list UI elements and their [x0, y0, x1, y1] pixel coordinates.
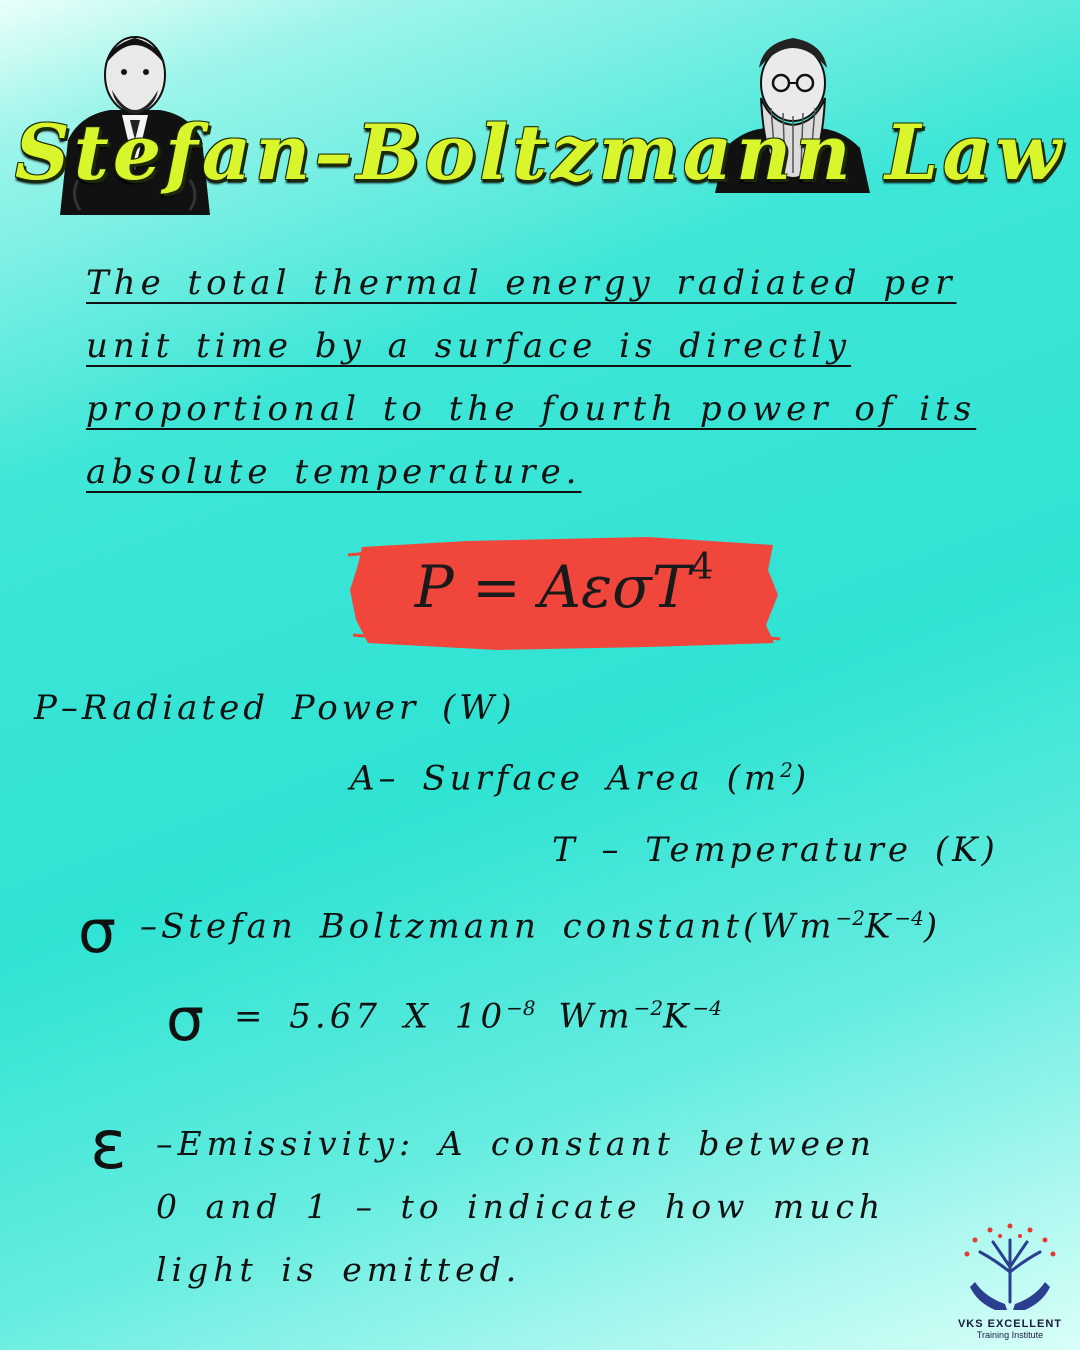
- stefan-boltzmann-formula: [348, 546, 780, 621]
- formula-exponent: 4: [690, 546, 714, 588]
- sigma-value-c: K: [663, 996, 693, 1037]
- var-sigma: [140, 906, 941, 946]
- sigma-desc-b: K: [864, 906, 895, 947]
- formula-main: P = AεσT: [414, 553, 691, 621]
- sigma-value-symbol: σ: [166, 985, 205, 1055]
- var-temperature: T – Temperature (K): [552, 830, 999, 870]
- sigma-symbol: σ: [78, 897, 117, 967]
- sigma-desc-a: –Stefan Boltzmann constant(Wm: [140, 906, 836, 947]
- sigma-value-exp2: −2: [633, 996, 664, 1020]
- sigma-desc-exp2: −4: [894, 906, 924, 930]
- formula-box: [348, 535, 780, 650]
- sigma-value: [234, 996, 722, 1036]
- var-area-close: ): [792, 758, 811, 799]
- institute-logo: [955, 1222, 1065, 1347]
- var-power: P–Radiated Power (W): [34, 688, 516, 728]
- page-title: Stefan–Boltzmann Law: [14, 108, 1066, 197]
- sigma-desc-end: ): [923, 906, 942, 947]
- epsilon-symbol: ε: [90, 1106, 127, 1185]
- var-area-text: A– Surface Area (m: [350, 758, 781, 799]
- var-emissivity: –Emissivity: A constant between 0 and 1 – to indicate how much light is emitted.: [156, 1124, 886, 1289]
- logo-name: VKS EXCELLENT: [957, 1318, 1063, 1330]
- var-area: [350, 758, 810, 798]
- law-definition: The total thermal energy radiated per unit time by a surface is directly proportional to the fourth power of its absolute temperature.: [86, 263, 977, 492]
- sigma-value-a: = 5.67 X 10: [234, 996, 507, 1037]
- sigma-value-exp: −8: [506, 996, 536, 1020]
- sigma-value-b: Wm: [535, 996, 634, 1037]
- tree-hands-icon: [955, 1222, 1065, 1312]
- var-area-exponent: 2: [780, 758, 793, 782]
- sigma-value-exp3: −4: [692, 996, 722, 1020]
- sigma-desc-exp1: −2: [835, 906, 865, 930]
- logo-subtitle: Training Institute: [976, 1330, 1044, 1340]
